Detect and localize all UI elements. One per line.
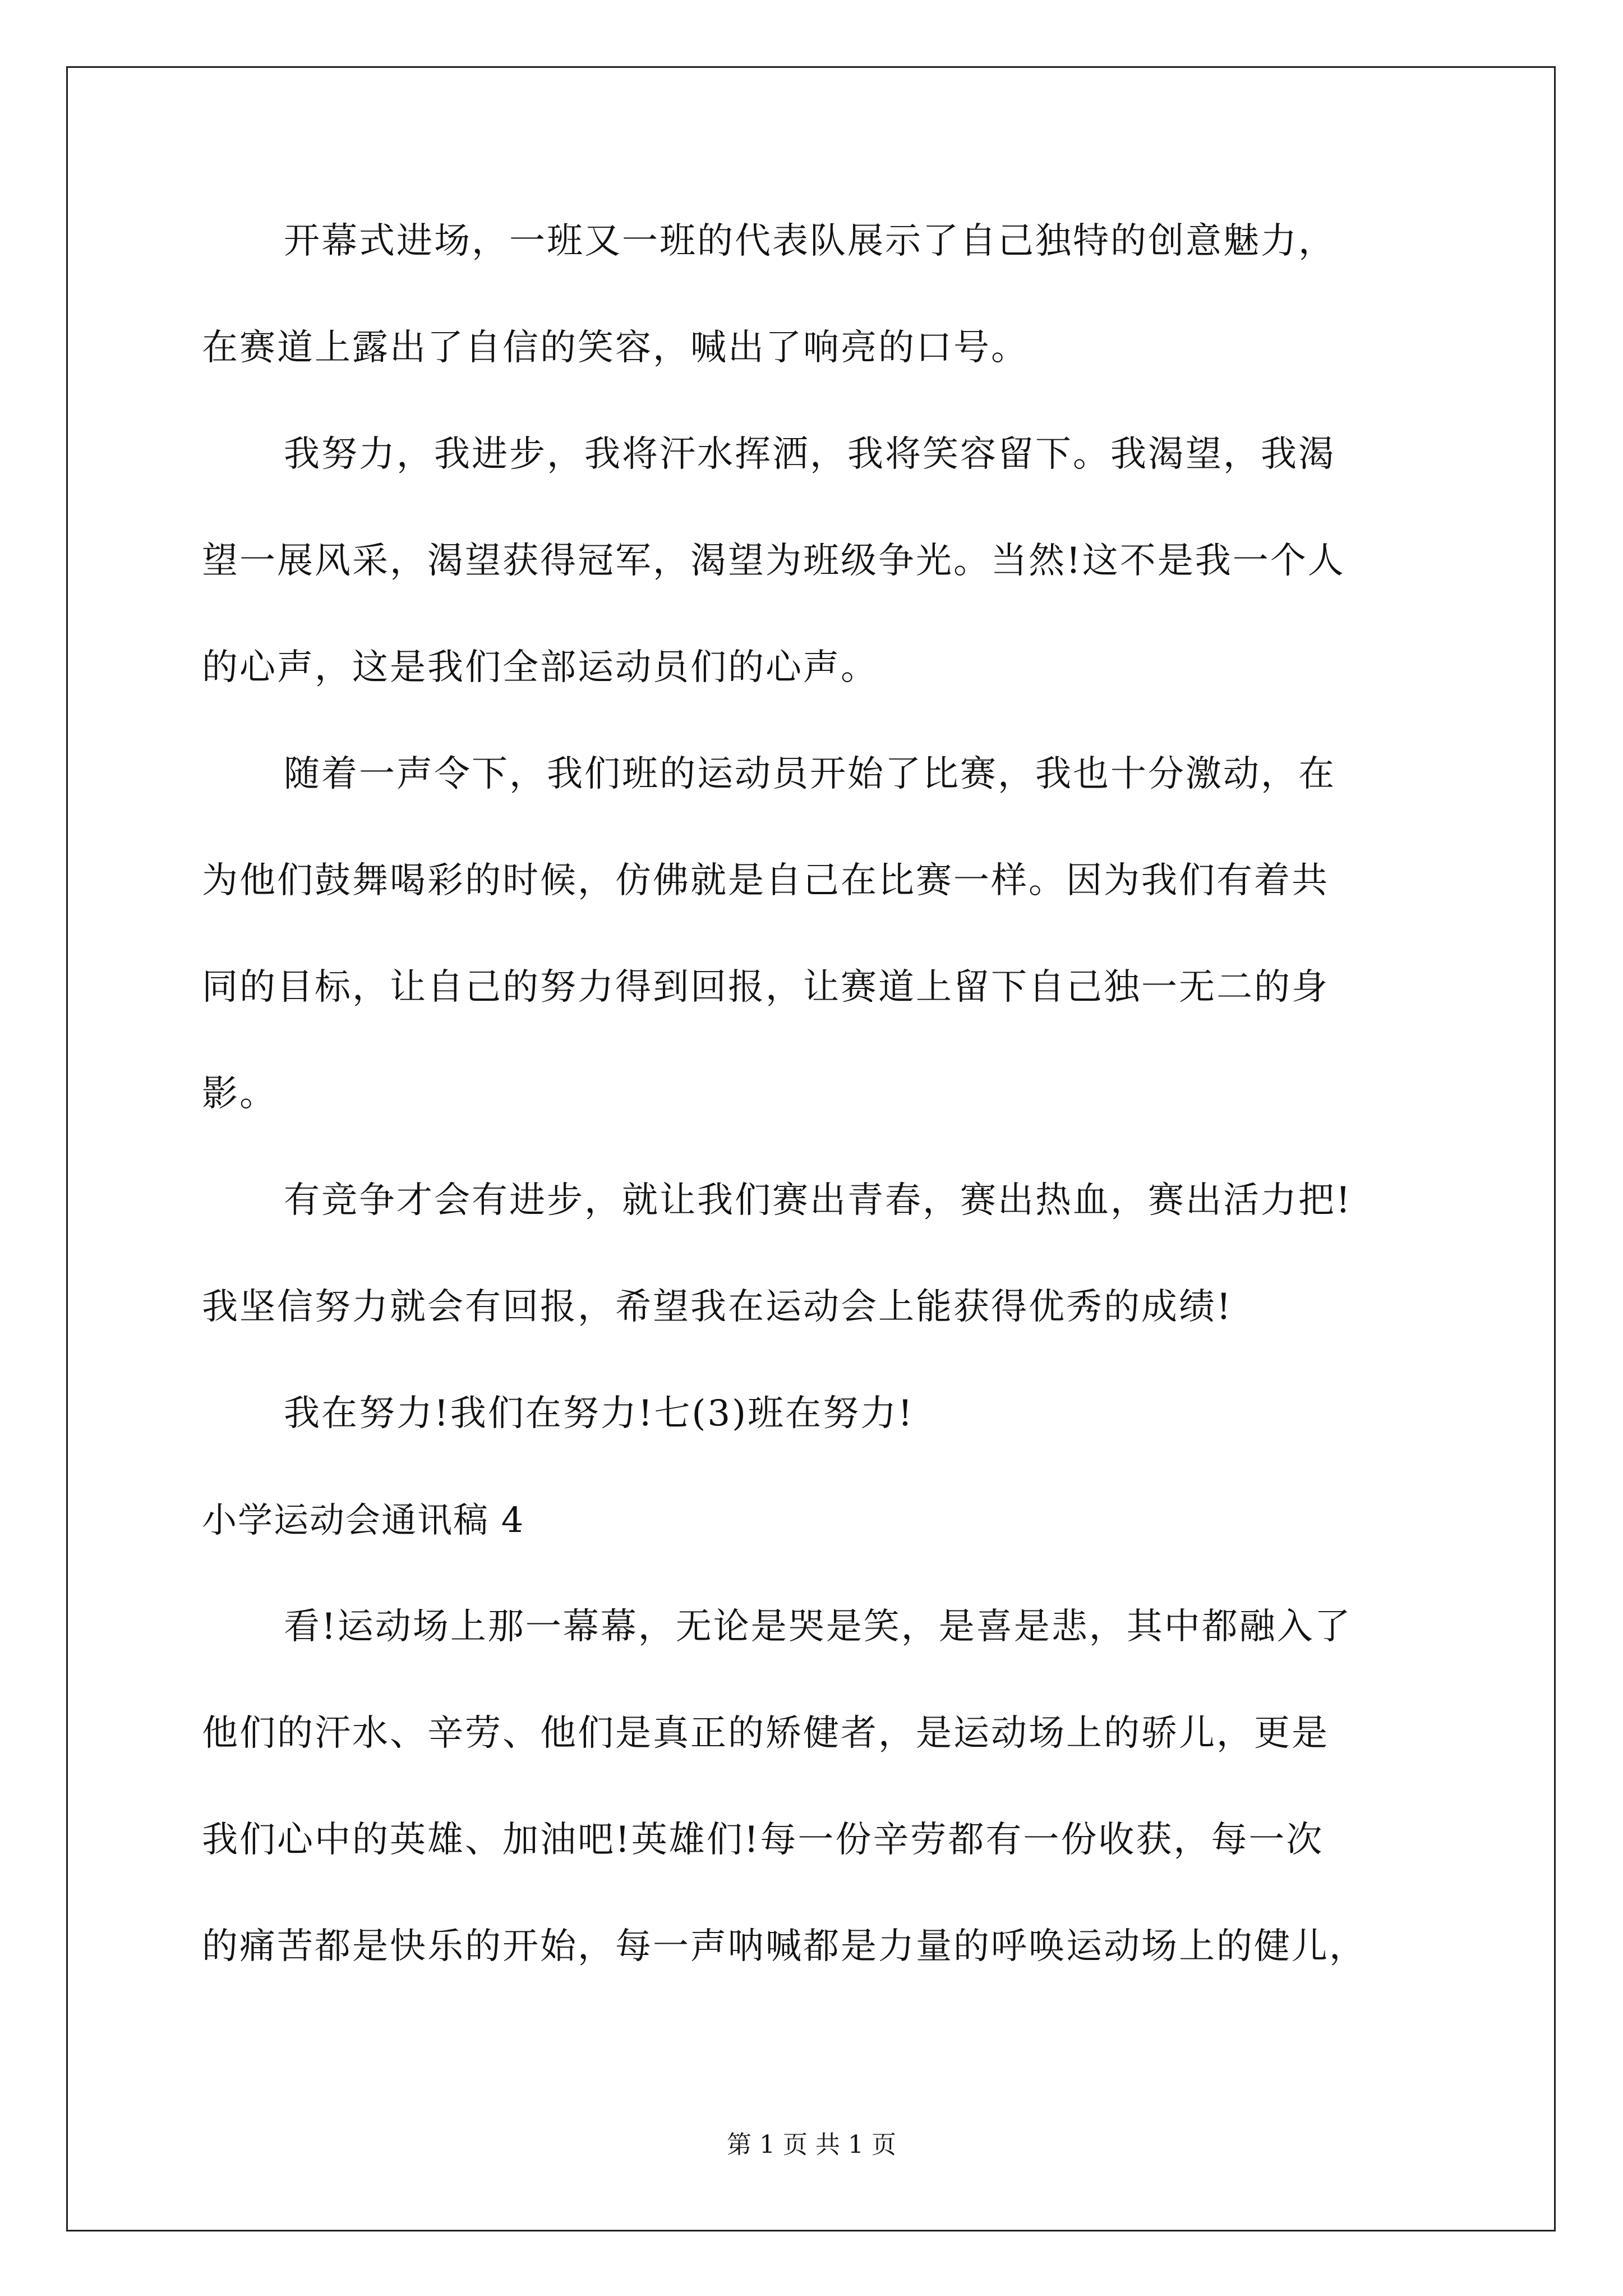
page-border — [66, 66, 1556, 2231]
paragraph-3-line-3: 同的目标，让自己的努力得到回报，让赛道上留下自己独一无二的身 — [202, 967, 1329, 1008]
paragraph-6-line-2: 他们的汗水、辛劳、他们是真正的矫健者，是运动场上的骄儿，更是 — [202, 1713, 1329, 1754]
paragraph-6-line-3: 我们心中的英雄、加油吧!英雄们!每一份辛劳都有一份收获，每一次 — [202, 1819, 1324, 1861]
paragraph-5-line-1: 我在努力!我们在努力!七(3)班在努力! — [284, 1393, 914, 1434]
paragraph-4-line-1: 有竞争才会有进步，就让我们赛出青春，赛出热血，赛出活力把! — [284, 1180, 1352, 1221]
paragraph-3-line-2: 为他们鼓舞喝彩的时候，仿佛就是自己在比赛一样。因为我们有着共 — [202, 860, 1329, 901]
paragraph-1-line-1: 开幕式进场，一班又一班的代表队展示了自己独特的创意魅力， — [284, 220, 1336, 262]
paragraph-3-line-1: 随着一声令下，我们班的运动员开始了比赛，我也十分激动，在 — [284, 753, 1336, 795]
paragraph-6-line-1: 看!运动场上那一幕幕，无论是哭是笑，是喜是悲，其中都融入了 — [284, 1606, 1352, 1648]
paragraph-2-line-3: 的心声，这是我们全部运动员们的心声。 — [202, 647, 878, 688]
paragraph-3-line-4: 影。 — [202, 1073, 277, 1115]
paragraph-6-line-4: 的痛苦都是快乐的开始，每一声呐喊都是力量的呼唤运动场上的健儿， — [202, 1926, 1367, 1967]
page-footer: 第 1 页 共 1 页 — [727, 2131, 896, 2159]
paragraph-2-line-1: 我努力，我进步，我将汗水挥洒，我将笑容留下。我渴望，我渴 — [284, 434, 1336, 475]
paragraph-4-line-2: 我坚信努力就会有回报，希望我在运动会上能获得优秀的成绩! — [202, 1286, 1233, 1328]
paragraph-2-line-2: 望一展风采，渴望获得冠军，渴望为班级争光。当然!这不是我一个人 — [202, 540, 1345, 582]
section-heading: 小学运动会通讯稿 4 — [202, 1499, 525, 1540]
paragraph-1-line-2: 在赛道上露出了自信的笑容，喊出了响亮的口号。 — [202, 327, 1029, 369]
